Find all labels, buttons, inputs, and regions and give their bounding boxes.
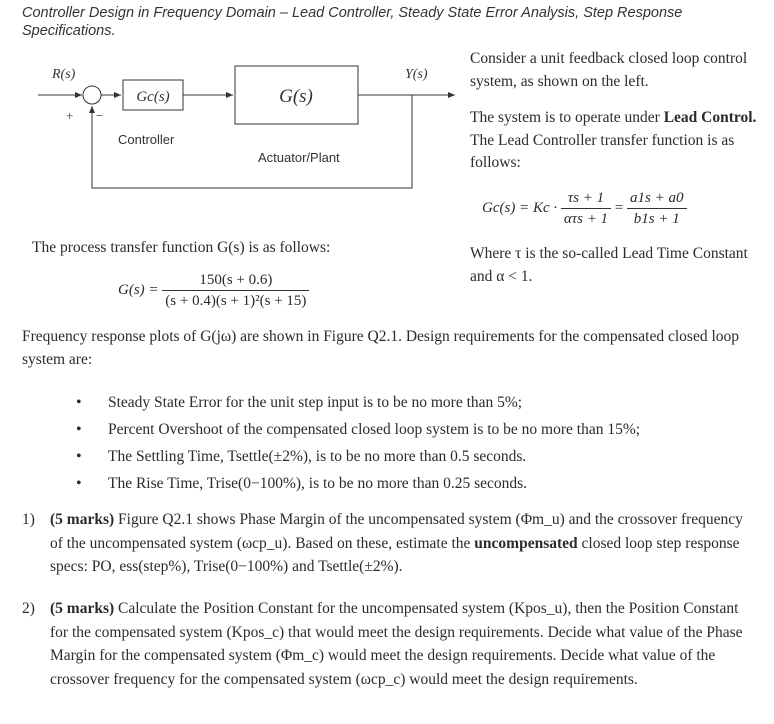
question-1-marks: (5 marks) [50,511,115,528]
page-title: Controller Design in Frequency Domain – Lead Controller, Steady State Error Analysis, Step Response Specifications. [22,5,683,39]
lead-control-paragraph [470,107,760,175]
minus-sign: − [96,108,104,123]
process-den: (s + 0.4)(s + 1)²(s + 15) [165,293,307,309]
lead-eq-lhs: Gc(s) = Kc · [482,199,558,216]
lead-eq-frac2 [627,188,686,229]
lead-eq-den2: b1s + 1 [633,211,680,227]
frequency-response-text: Frequency response plots of G(jω) are shown in Figure Q2.1. Design requirements for the compensated closed loop system are: [22,328,740,368]
lead-eq-equals: = [614,199,624,216]
question-1-text-b: closed loop step response specs: PO, ess(step%), Trise(0−100%) and Tsettle(±2%). [50,534,740,575]
intro-paragraph: Consider a unit feedback closed loop control system, as shown on the left. [470,50,748,90]
question-1-text-a: Figure Q2.1 shows Phase Margin of the uncompensated system (Φm_u) and the crossover frequency of the uncompensated system (ωcp_u). Based on these, estimate the [50,511,743,552]
lead-eq-num1: τs + 1 [561,188,611,209]
plant-caption: Actuator/Plant [258,150,340,165]
question-1 [22,508,757,579]
question-2-number: 2) [22,600,35,617]
process-frac [162,270,309,311]
question-2-text: Calculate the Position Constant for the uncompensated system (Kpos_u), then the Position Constant for the compensated system (Kpos_c) that would meet the design requirements. Decide what value of the Phase Margin for the compensated system (Φm_c) would meet the design requirements. Decide what value of the crossover frequency for the compensated system (ωcp_c) would meet the design requirements. [50,600,743,688]
lead-eq-den1: ατs + 1 [563,211,609,227]
summing-junction [83,86,101,104]
question-2 [22,597,757,691]
plus-sign: + [66,108,74,123]
question-1-number: 1) [22,511,35,528]
requirements-list [76,389,756,497]
plant-block-label: G(s) [279,86,313,107]
process-text: The process transfer function G(s) is as follows: [32,239,331,256]
process-lhs: G(s) = [118,281,159,298]
requirement-item: • Percent Overshoot of the compensated closed loop system is to be no more than 15%; [76,416,756,443]
requirement-item: • The Rise Time, Trise(0−100%), is to be no more than 0.25 seconds. [76,470,756,497]
output-label: Y(s) [405,67,428,82]
controller-caption: Controller [118,132,175,147]
process-equation [118,270,309,311]
lead-time-paragraph: Where τ is the so-called Lead Time Constant and α < 1. [470,245,748,285]
requirement-item: • The Settling Time, Tsettle(±2%), is to be no more than 0.5 seconds. [76,443,756,470]
controller-block-label: Gc(s) [136,89,170,105]
lead-pre: The system is to operate under [470,109,664,126]
input-label: R(s) [52,67,76,82]
block-diagram [30,60,460,195]
lead-equation [482,188,687,229]
lead-eq-num2: a1s + a0 [627,188,686,209]
requirement-item: • Steady State Error for the unit step input is to be no more than 5%; [76,389,756,416]
question-1-bold: uncompensated [474,534,578,552]
lead-post: The Lead Controller transfer function is as follows: [470,131,735,171]
question-2-marks: (5 marks) [50,600,115,617]
process-num: 150(s + 0.6) [162,270,309,291]
lead-bold: Lead Control. [663,109,757,126]
lead-eq-frac1 [561,188,611,229]
